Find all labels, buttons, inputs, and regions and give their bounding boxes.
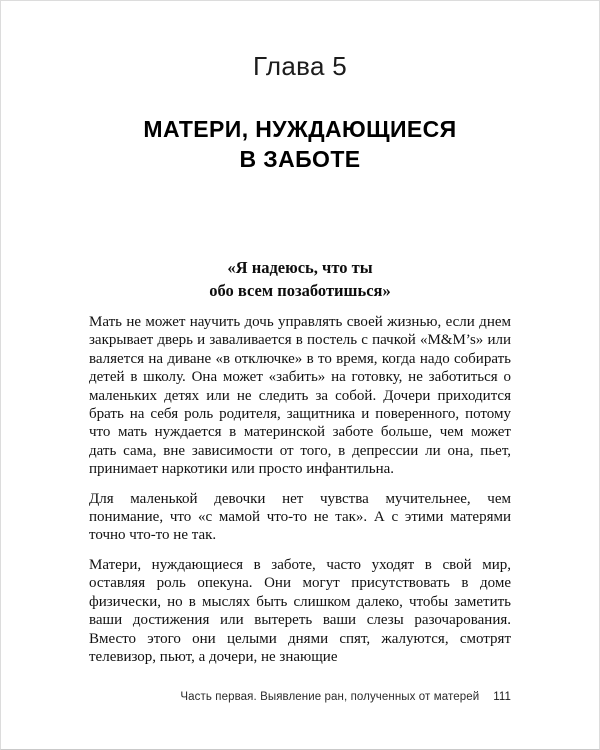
running-footer-title: Часть первая. Выявление ран, полученных от матерей [180,691,480,703]
chapter-label: Глава 5 [252,51,347,81]
epigraph-line-2: обо всем позаботишься» [209,281,391,300]
chapter-title [89,114,511,174]
body-paragraph-3: Матери, нуждающиеся в заботе, часто уходят в свой мир, оставляя роль опекуна. Они могут присутствовать в доме физически, но в мыслях быть слишком далеко, чтобы заметить ваши достижения или вытереть ваши слезы разочарования. Вместо этого они целыми днями спят, жалуются, смотрят телевизор, пьют, а дочери, не знающие [89,556,511,665]
body-paragraph-1: Мать не может научить дочь управлять своей жизнью, если днем закрывает дверь и заваливается в постель с пачкой «M&M’s» или валяется на диване «в отключке» в то время, когда надо собирать детей в школу. Она может «забить» на готовку, не заботиться о маленьких детях или не следить за собой. Дочери приходится брать на себя роль родителя, защитника и поверенного, потому что мать нуждается в материнской заботе больше, чем может дать сама, вне зависимости от того, в депрессии ли она, пьет, принимает наркотики или просто инфантильна. [89,314,511,478]
chapter-title-line-2: В ЗАБОТЕ [239,146,361,172]
page-footer [89,691,511,703]
epigraph-line-1: «Я надеюсь, что ты [227,258,373,277]
chapter-title-line-1: МАТЕРИ, НУЖДАЮЩИЕСЯ [143,116,457,142]
body-paragraph-2: Для маленькой девочки нет чувства мучительнее, чем понимание, что «с мамой что-то не так». А с этими матерями точно что-то не так. [89,490,511,544]
epigraph-quote [89,256,511,302]
body-text [89,313,511,666]
page-number: 111 [493,691,511,703]
